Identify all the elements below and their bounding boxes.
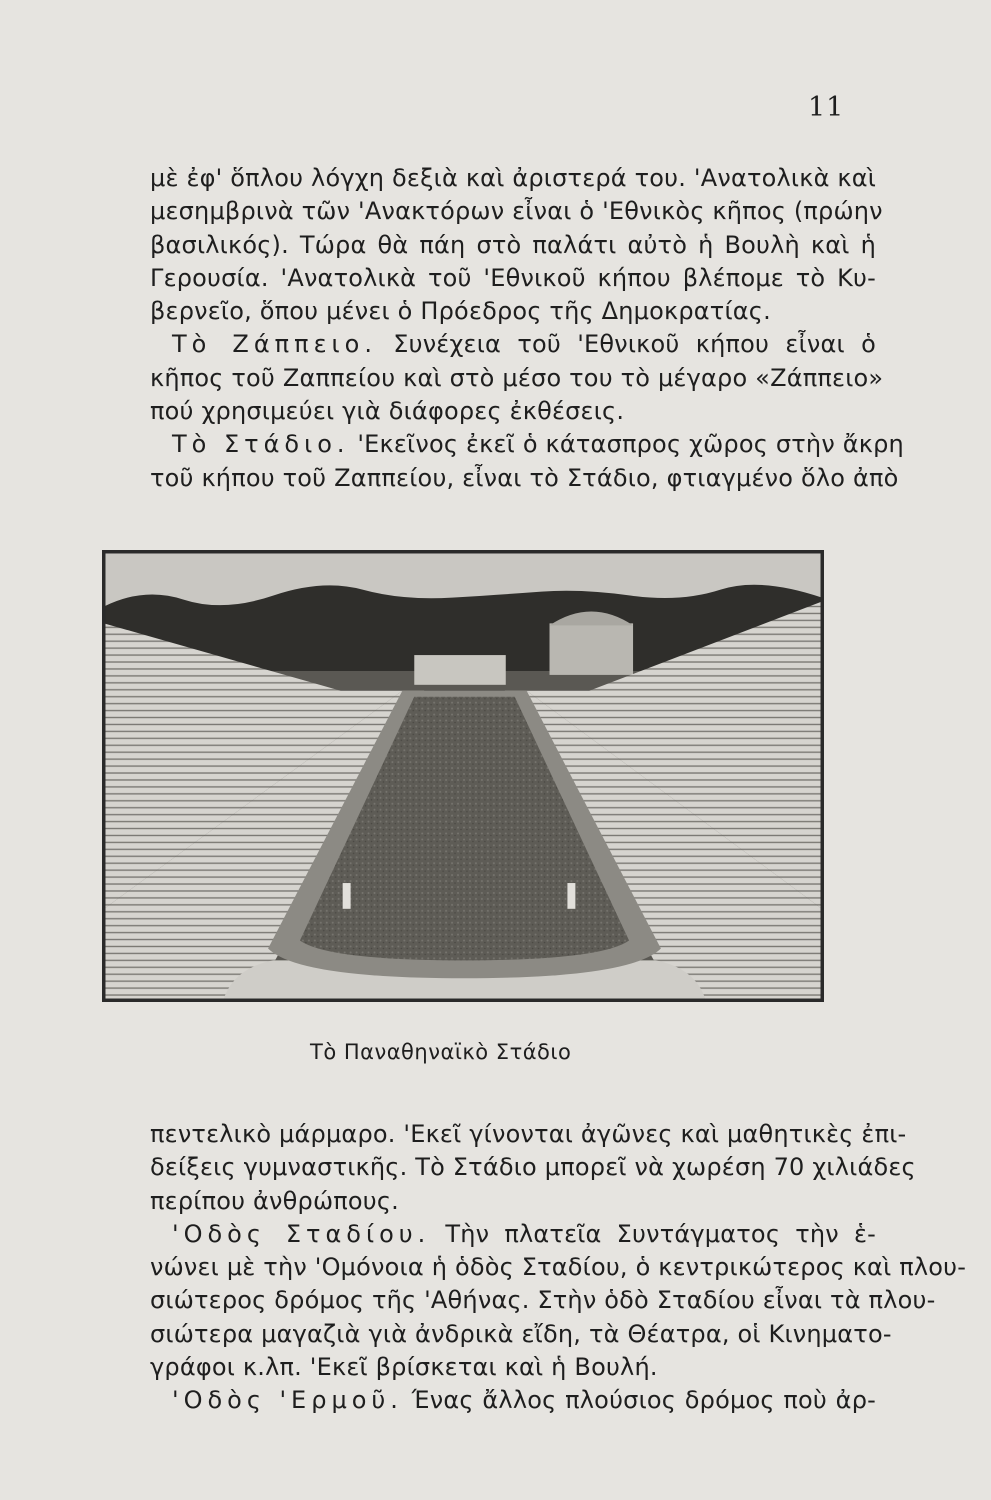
- text-line: τοῦ κήπου τοῦ Ζαππείου, εἶναι τὸ Στάδιο, φτιαγμένο ὅλο ἀπὸ: [150, 463, 899, 492]
- text-line: [150, 428, 904, 461]
- text-line: πεντελικὸ μάρμαρο. 'Εκεῖ γίνονται ἀγῶνες καὶ μαθητικὲς ἐπι-: [150, 1120, 907, 1148]
- text-line: σιώτερος δρόμος τῆς 'Αθήνας. Στὴν ὁδὸ Σταδίου εἶναι τὰ πλου-: [150, 1286, 936, 1315]
- text-line: μὲ ἐφ' ὅπλου λόγχη δεξιὰ καὶ ἀριστερά του. 'Ανατολικὰ καὶ: [150, 164, 877, 192]
- section-heading-stadio: Τὸ Στάδιο.: [172, 430, 350, 459]
- text-line: Γερουσία. 'Ανατολικὰ τοῦ 'Εθνικοῦ κήπου βλέπομε τὸ Κυ-: [150, 263, 876, 292]
- text-line: κῆπος τοῦ Ζαππείου καὶ στὸ μέσο του τὸ μέγαρο «Ζάππειο»: [150, 363, 884, 392]
- text-fragment: Ένας ἄλλος πλούσιος δρόμος ποὺ ἀρ-: [411, 1386, 876, 1415]
- text-fragment: Τὴν πλατεῖα Συντάγματος τὴν ἑ-: [445, 1219, 876, 1248]
- section-heading-odos-stadiou: 'Οδὸς Σταδίου.: [172, 1219, 431, 1248]
- text-line: [150, 1218, 876, 1251]
- entrance-gate: [414, 655, 505, 685]
- stadium-illustration: [104, 552, 822, 1000]
- text-line: περίπου ἀνθρώπους.: [150, 1186, 400, 1215]
- text-line: βασιλικός). Τώρα θὰ πάη στὸ παλάτι αὐτὸ ἡ Βουλὴ καὶ ἡ: [150, 230, 876, 259]
- text-line: γράφοι κ.λπ. 'Εκεῖ βρίσκεται καὶ ἡ Βουλή.: [150, 1353, 658, 1382]
- text-line: πού χρησιμεύει γιὰ διάφορες ἐκθέσεις.: [150, 397, 625, 426]
- text-line: βερνεῖο, ὅπου μένει ὁ Πρόεδρος τῆς Δημοκρατίας.: [150, 297, 771, 326]
- text-line: νώνει μὲ τὴν 'Ομόνοια ἡ ὁδὸς Σταδίου, ὁ κεντρικώτερος καὶ πλου-: [150, 1253, 967, 1282]
- text-line: σιώτερα μαγαζιὰ γιὰ ἀνδρικὰ εἴδη, τὰ Θέατρα, οἱ Κινηματο-: [150, 1319, 892, 1348]
- section-heading-odos-ermou: 'Οδὸς 'Ερμοῦ.: [172, 1386, 403, 1415]
- text-fragment: Συνέχεια τοῦ 'Εθνικοῦ κήπου εἶναι ὁ: [393, 330, 876, 359]
- text-line: [150, 1384, 876, 1417]
- bottom-text-block: [150, 1118, 967, 1418]
- text-line: [150, 328, 876, 361]
- figure-caption: Τὸ Παναθηναϊκὸ Στάδιο: [310, 1040, 572, 1064]
- text-fragment: 'Εκεῖνος ἐκεῖ ὁ κάτασπρος χῶρος στὴν ἄκρη: [357, 430, 904, 459]
- text-line: δείξεις γυμναστικῆς. Τὸ Στάδιο μπορεῖ νὰ χωρέση 70 χιλιάδες: [150, 1153, 916, 1182]
- top-text-block: [150, 162, 904, 495]
- domed-building: [550, 623, 634, 675]
- section-heading-zappeio: Τὸ Ζάππειο.: [172, 330, 377, 359]
- stadium-photo: [102, 550, 824, 1002]
- page-number: 11: [808, 92, 845, 123]
- text-line: μεσημβρινὰ τῶν 'Ανακτόρων εἶναι ὁ 'Εθνικὸς κῆπος (πρώην: [150, 197, 883, 226]
